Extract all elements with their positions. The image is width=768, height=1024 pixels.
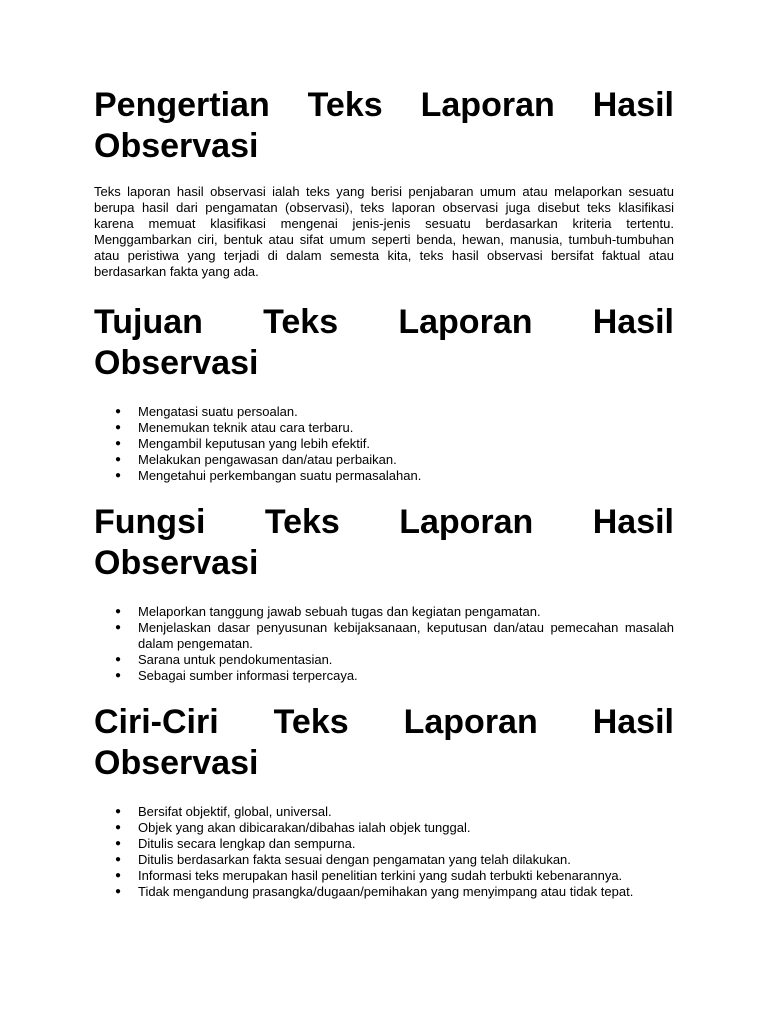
bullet-icon: ●: [115, 654, 122, 665]
list-item: [94, 884, 674, 900]
bullet-icon: ●: [115, 822, 122, 833]
list-item-text: Ditulis berdasarkan fakta sesuai dengan pengamatan yang telah dilakukan.: [138, 852, 571, 867]
list-item: [94, 668, 674, 684]
list-item-text: Menemukan teknik atau cara terbaru.: [138, 420, 354, 435]
bullet-icon: ●: [115, 606, 122, 617]
list-item-text: Informasi teks merupakan hasil penelitian terkini yang sudah terbukti kebenarannya.: [138, 868, 623, 883]
list-ciri-ciri: [94, 804, 674, 900]
bullet-icon: ●: [115, 886, 122, 897]
section-fungsi: [94, 502, 674, 684]
list-item: [94, 468, 674, 484]
list-item-text: Mengatasi suatu persoalan.: [138, 404, 298, 419]
bullet-icon: ●: [115, 454, 122, 465]
heading-ciri-ciri: Ciri-Ciri Teks Laporan Hasil Observasi: [94, 703, 674, 782]
bullet-icon: ●: [115, 422, 122, 433]
heading-fungsi: Fungsi Teks Laporan Hasil Observasi: [94, 503, 674, 582]
section-ciri-ciri: [94, 702, 674, 900]
list-item: [94, 804, 674, 820]
list-fungsi: [94, 604, 674, 684]
list-item-text: Sarana untuk pendokumentasian.: [138, 652, 333, 667]
bullet-icon: ●: [115, 838, 122, 849]
list-item-text: Bersifat objektif, global, universal.: [138, 804, 332, 819]
list-item-text: Objek yang akan dibicarakan/dibahas ialah objek tunggal.: [138, 820, 471, 835]
list-item: [94, 604, 674, 620]
list-item: [94, 868, 674, 884]
list-item: [94, 404, 674, 420]
paragraph-pengertian: Teks laporan hasil observasi ialah teks yang berisi penjabaran umum atau melaporkan sesuatu berupa hasil dari pengamatan (observasi), teks laporan observasi juga disebut teks klasifikasi karena memuat klasifikasi mengenai jenis-jenis sesuatu berdasarkan kriteria tertentu. Menggambarkan ciri, bentuk atau sifat umum seperti benda, hewan, manusia, tumbuh-tumbuhan atau peristiwa yang terjadi di dalam semesta kita, teks hasil observasi bersifat faktual atau berdasarkan fakta yang ada.: [94, 184, 674, 279]
list-item: [94, 836, 674, 852]
list-item: [94, 420, 674, 436]
list-item: [94, 652, 674, 668]
section-tujuan: [94, 302, 674, 484]
list-tujuan: [94, 404, 674, 484]
list-item: [94, 820, 674, 836]
heading-tujuan: Tujuan Teks Laporan Hasil Observasi: [94, 303, 674, 382]
bullet-icon: ●: [115, 622, 122, 633]
bullet-icon: ●: [115, 406, 122, 417]
list-item: [94, 852, 674, 868]
list-item: [94, 452, 674, 468]
list-item-text: Menjelaskan dasar penyusunan kebijaksanaan, keputusan dan/atau pemecahan masalah dalam pengematan.: [138, 620, 674, 651]
list-item: [94, 620, 674, 652]
bullet-icon: ●: [115, 438, 122, 449]
list-item: [94, 436, 674, 452]
list-item-text: Mengambil keputusan yang lebih efektif.: [138, 436, 370, 451]
list-item-text: Melakukan pengawasan dan/atau perbaikan.: [138, 452, 397, 467]
bullet-icon: ●: [115, 854, 122, 865]
bullet-icon: ●: [115, 870, 122, 881]
list-item-text: Tidak mengandung prasangka/dugaan/pemihakan yang menyimpang atau tidak tepat.: [138, 884, 634, 899]
bullet-icon: ●: [115, 470, 122, 481]
heading-pengertian: Pengertian Teks Laporan Hasil Observasi: [94, 86, 674, 165]
bullet-icon: ●: [115, 806, 122, 817]
section-pengertian: [94, 85, 674, 280]
list-item-text: Melaporkan tanggung jawab sebuah tugas dan kegiatan pengamatan.: [138, 604, 541, 619]
list-item-text: Sebagai sumber informasi terpercaya.: [138, 668, 358, 683]
list-item-text: Mengetahui perkembangan suatu permasalahan.: [138, 468, 422, 483]
bullet-icon: ●: [115, 670, 122, 681]
list-item-text: Ditulis secara lengkap dan sempurna.: [138, 836, 356, 851]
